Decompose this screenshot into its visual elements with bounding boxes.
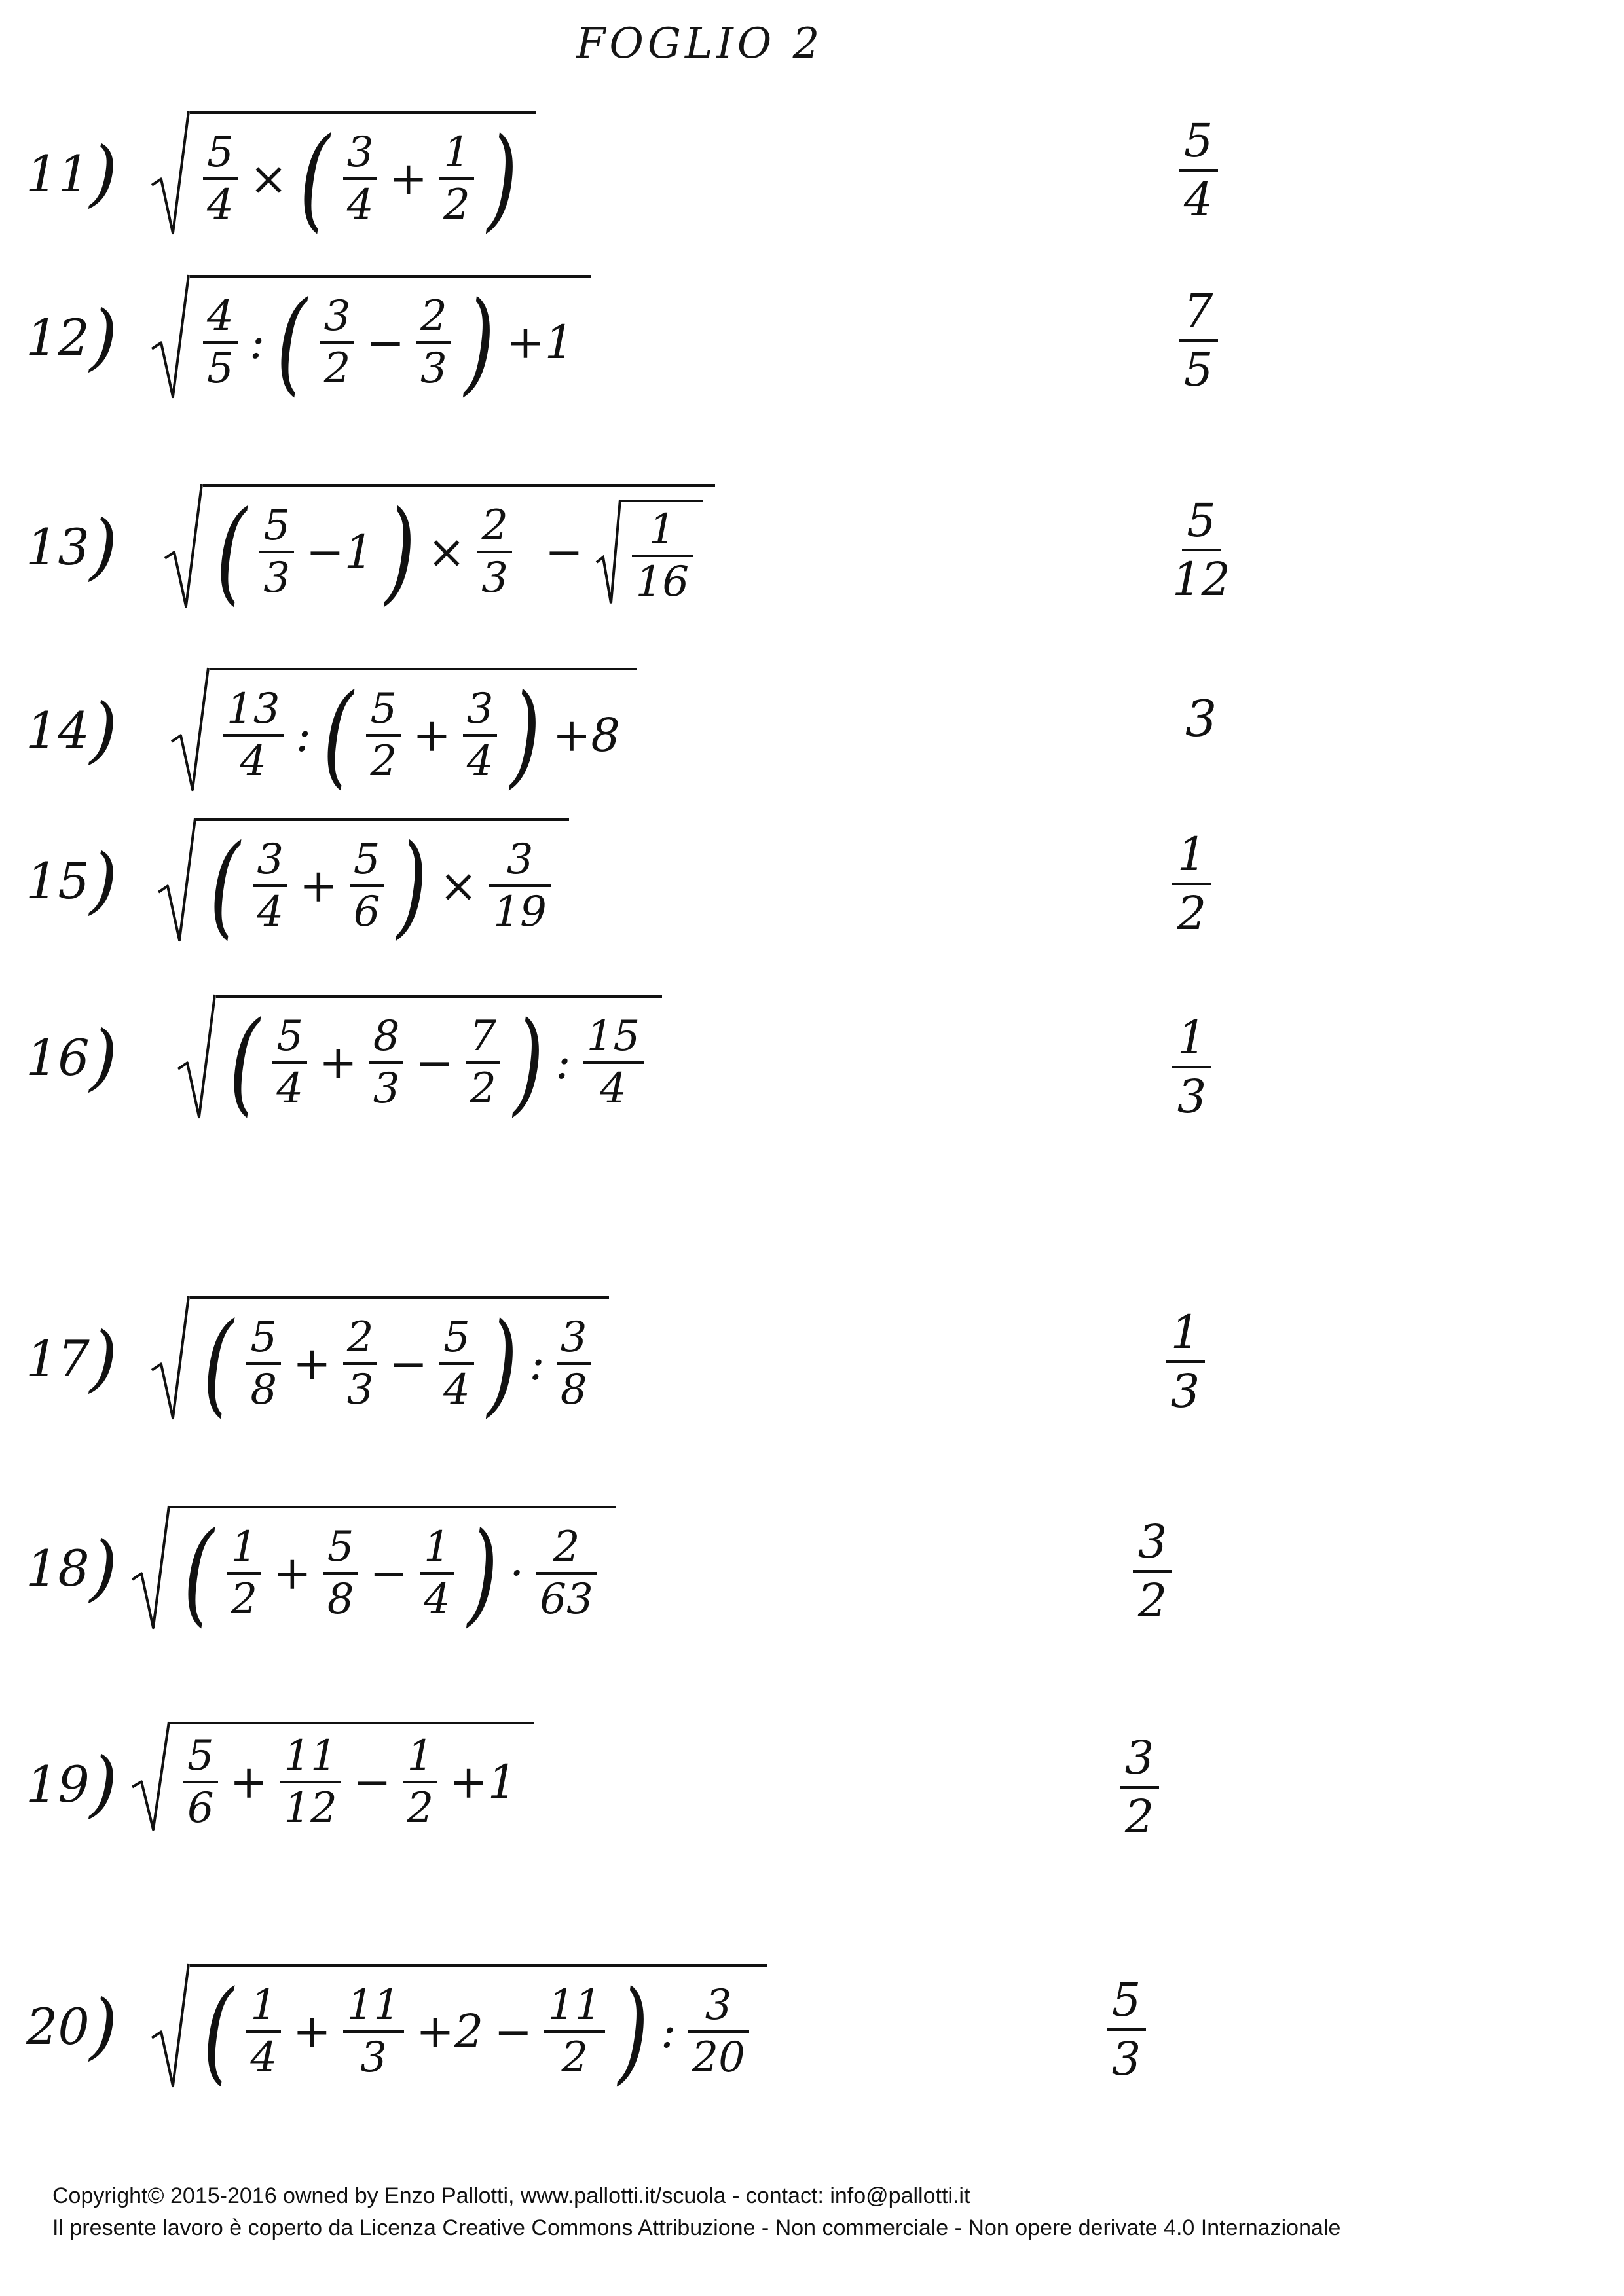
operator: + — [389, 152, 428, 206]
operator: + — [273, 1546, 312, 1600]
fraction-bar — [203, 341, 238, 344]
exercise-number-paren: ) — [89, 1316, 118, 1400]
operator: + — [413, 708, 451, 762]
fraction — [466, 1014, 500, 1111]
fraction-numerator: 3 — [257, 835, 284, 884]
exercise-number-text: 12 — [26, 308, 90, 367]
exercise-answer — [1179, 114, 1218, 227]
fraction-bar — [420, 1572, 454, 1575]
fraction-bar — [536, 1572, 597, 1575]
fraction-numerator: 11 — [346, 1981, 401, 2030]
answer-numerator: 7 — [1183, 284, 1213, 338]
fraction — [203, 130, 238, 227]
fraction-bar — [223, 734, 284, 737]
exercise-number — [26, 681, 118, 771]
operator: +8 — [552, 708, 620, 762]
exercise-expression — [151, 1964, 767, 2096]
parenthesis: ( — [276, 278, 307, 407]
fraction-numerator: 1 — [648, 505, 676, 554]
fraction-bar — [246, 2030, 281, 2033]
operator: + — [293, 2005, 331, 2058]
square-root — [177, 995, 662, 1127]
fraction-numerator: 3 — [466, 685, 494, 733]
answer-denominator: 3 — [1170, 1364, 1200, 1418]
exercise-number — [26, 1977, 118, 2068]
fraction-denominator: 2 — [231, 1575, 258, 1624]
fraction-denominator: 19 — [493, 888, 547, 936]
fraction — [439, 130, 474, 227]
fraction-denominator: 2 — [323, 344, 351, 393]
fraction-bar — [203, 177, 238, 180]
exercise-answer — [1166, 1305, 1205, 1418]
exercise-number-text: 14 — [26, 701, 90, 759]
fraction — [463, 687, 498, 784]
exercise-expression — [164, 484, 715, 617]
fraction — [439, 1315, 474, 1412]
square-root — [131, 1722, 534, 1831]
fraction-numerator: 5 — [187, 1732, 214, 1780]
square-root — [131, 1506, 616, 1638]
exercise-number-text: 15 — [26, 852, 90, 910]
fraction-denominator: 4 — [424, 1575, 451, 1624]
exercise-number-text: 18 — [26, 1539, 90, 1597]
fraction — [489, 837, 550, 934]
fraction-numerator: 2 — [553, 1523, 580, 1571]
fraction — [688, 1983, 748, 2080]
square-root — [170, 668, 637, 800]
parenthesis: ( — [215, 487, 247, 617]
fraction-denominator: 4 — [257, 888, 284, 936]
answer-denominator: 3 — [1177, 1070, 1207, 1123]
fraction-numerator: 4 — [207, 292, 234, 340]
fraction-denominator: 4 — [276, 1065, 304, 1113]
exercise-number-text: 11 — [26, 145, 90, 203]
parenthesis: ( — [322, 670, 354, 800]
fraction-bar — [366, 734, 401, 737]
operator: − — [389, 1337, 428, 1391]
answer-numerator: 3 — [1124, 1731, 1154, 1785]
fraction-numerator: 3 — [506, 835, 534, 884]
exercise-number-text: 13 — [26, 518, 90, 576]
exercise-answer — [1172, 494, 1231, 606]
operator: + — [229, 1755, 268, 1809]
inner-square-root — [595, 500, 703, 604]
operator: + — [299, 859, 338, 913]
answer-fraction-bar — [1179, 339, 1218, 342]
fraction — [557, 1315, 591, 1412]
radical-sign-icon — [151, 111, 190, 234]
radicand — [170, 1506, 616, 1638]
fraction-numerator: 5 — [276, 1012, 304, 1061]
footer — [52, 2180, 1340, 2245]
exercise-number-text: 19 — [26, 1755, 90, 1813]
exercise-answer — [1179, 284, 1218, 397]
fraction-denominator: 3 — [373, 1065, 400, 1113]
radicand — [196, 818, 569, 951]
fraction-denominator: 4 — [250, 2033, 278, 2082]
parenthesis: ( — [299, 114, 330, 244]
fraction-numerator: 8 — [373, 1012, 400, 1061]
fraction-denominator: 16 — [635, 558, 690, 606]
fraction-numerator: 2 — [481, 501, 508, 550]
fraction — [369, 1014, 404, 1111]
fraction-bar — [439, 1362, 474, 1365]
fraction-numerator: 5 — [263, 501, 291, 550]
answer-denominator: 2 — [1137, 1574, 1168, 1628]
fraction-bar — [280, 1781, 341, 1783]
exercise-answer — [1185, 689, 1217, 748]
fraction-denominator: 3 — [360, 2033, 387, 2082]
radical-sign-icon — [151, 1296, 190, 1419]
license-line: Il presente lavoro è coperto da Licenza Creative Commons Attribuzione - Non commerciale - Non opere derivate 4.0 Internazionale — [52, 2215, 1341, 2241]
operator: × — [249, 152, 288, 206]
fraction-numerator: 7 — [470, 1012, 496, 1061]
fraction — [536, 1525, 597, 1622]
exercise-expression — [151, 111, 536, 244]
radical-sign-icon — [157, 818, 196, 941]
answer-numerator: 1 — [1177, 1011, 1207, 1065]
fraction-numerator: 5 — [250, 1313, 278, 1362]
radical-sign-icon — [131, 1506, 170, 1629]
parenthesis: ) — [487, 114, 518, 244]
exercise-expression — [131, 1722, 534, 1831]
fraction-numerator: 1 — [231, 1523, 258, 1571]
fraction-denominator: 6 — [353, 888, 380, 936]
fraction — [227, 1525, 261, 1622]
inner-radicand — [621, 500, 703, 604]
fraction — [280, 1734, 341, 1831]
exercise-number-paren: ) — [89, 1741, 118, 1825]
radicand — [203, 484, 715, 617]
exercise-answer — [1107, 1973, 1146, 2086]
parenthesis: ) — [510, 670, 541, 800]
fraction-denominator: 8 — [327, 1575, 354, 1624]
fraction-numerator: 2 — [346, 1313, 374, 1362]
exercise-number — [26, 288, 118, 378]
exercise-expression — [157, 818, 569, 951]
radical-sign-icon — [164, 484, 203, 608]
radical-sign-icon — [151, 275, 190, 398]
fraction-bar — [688, 2030, 748, 2033]
exercise-answer — [1133, 1515, 1172, 1628]
fraction-denominator: 4 — [443, 1366, 470, 1414]
radical-sign-icon — [177, 995, 216, 1118]
fraction — [343, 1315, 378, 1412]
sheet-title: FOGLIO 2 — [576, 20, 824, 68]
exercise-expression — [151, 1296, 609, 1429]
answer-fraction-bar — [1133, 1570, 1172, 1573]
fraction-numerator: 5 — [207, 128, 234, 177]
radical-sign-icon — [131, 1722, 170, 1831]
fraction-numerator: 5 — [443, 1313, 470, 1362]
exercise-number-text: 20 — [26, 1997, 90, 2056]
operator: − — [352, 1755, 392, 1809]
exercise-expression — [170, 668, 637, 800]
fraction-denominator: 2 — [407, 1784, 434, 1832]
fraction-denominator: 4 — [600, 1065, 627, 1113]
exercise-number-paren: ) — [89, 687, 118, 771]
answer-fraction-bar — [1182, 549, 1221, 551]
fraction-bar — [557, 1362, 591, 1365]
fraction-bar — [320, 341, 355, 344]
operator: − — [366, 316, 405, 369]
operator: − — [494, 2005, 532, 2058]
square-root — [164, 484, 715, 617]
square-root — [151, 1964, 767, 2096]
parenthesis: ( — [229, 998, 260, 1127]
answer-numerator: 5 — [1183, 114, 1213, 168]
exercise-number-text: 16 — [26, 1029, 90, 1087]
fraction-numerator: 5 — [327, 1523, 354, 1571]
parenthesis: ( — [209, 821, 240, 951]
fraction-bar — [323, 1572, 358, 1575]
fraction-bar — [403, 1781, 437, 1783]
fraction-denominator: 4 — [466, 737, 494, 786]
radical-sign-icon — [170, 668, 210, 791]
answer-fraction-bar — [1166, 1360, 1205, 1363]
answer-denominator: 4 — [1183, 173, 1213, 227]
fraction-bar — [466, 1061, 500, 1064]
operator: × — [439, 859, 478, 913]
copyright-line: Copyright© 2015-2016 owned by Enzo Pallotti, www.pallotti.it/scuola - contact: info@pallotti.it — [52, 2183, 970, 2208]
radicand — [190, 275, 591, 407]
answer-numerator: 3 — [1137, 1515, 1168, 1569]
parenthesis: ( — [183, 1508, 214, 1638]
fraction — [477, 503, 512, 600]
exercise-expression — [131, 1506, 616, 1638]
fraction — [420, 1525, 454, 1622]
fraction-numerator: 5 — [353, 835, 380, 884]
fraction-denominator: 8 — [560, 1366, 587, 1414]
answer-fraction-bar — [1107, 2028, 1146, 2031]
exercise-number-paren: ) — [89, 1984, 118, 2068]
radicand — [190, 1964, 767, 2096]
fraction-denominator: 3 — [420, 344, 447, 393]
fraction-numerator: 11 — [548, 1981, 602, 2030]
fraction-denominator: 8 — [250, 1366, 278, 1414]
operator: + — [293, 1337, 331, 1391]
operator: + — [319, 1036, 358, 1089]
fraction-numerator: 3 — [346, 128, 374, 177]
exercise-number-text: 17 — [26, 1330, 90, 1388]
fraction — [416, 294, 451, 391]
fraction-numerator: 2 — [420, 292, 447, 340]
exercise-number — [26, 498, 118, 588]
radicand — [170, 1722, 534, 1831]
operator: : — [249, 316, 265, 369]
radical-sign-icon — [151, 1964, 190, 2087]
answer-fraction-bar — [1179, 169, 1218, 172]
parenthesis: ) — [513, 998, 544, 1127]
fraction-bar — [259, 551, 294, 553]
fraction-bar — [253, 884, 287, 887]
exercise-number — [26, 831, 118, 922]
exercise-number — [26, 1008, 118, 1099]
operator: +2 — [416, 2005, 484, 2058]
operator: +1 — [506, 316, 574, 369]
fraction-bar — [246, 1362, 281, 1365]
operator: − — [544, 525, 583, 579]
square-root — [151, 1296, 609, 1429]
fraction-denominator: 3 — [481, 554, 508, 602]
fraction-denominator: 2 — [470, 1065, 496, 1113]
fraction-bar — [463, 734, 498, 737]
parenthesis: ( — [202, 1299, 234, 1429]
fraction — [203, 294, 238, 391]
fraction-numerator: 3 — [323, 292, 351, 340]
parenthesis: ) — [618, 1967, 649, 2096]
fraction-denominator: 6 — [187, 1784, 214, 1832]
square-root — [151, 111, 536, 244]
answer-numerator: 5 — [1187, 494, 1216, 547]
fraction-numerator: 1 — [407, 1732, 434, 1780]
fraction — [632, 507, 693, 604]
operator: +1 — [449, 1755, 517, 1809]
answer-denominator: 3 — [1111, 2032, 1141, 2086]
parenthesis: ) — [464, 278, 495, 407]
radicand — [190, 1296, 609, 1429]
exercise-answer — [1172, 1011, 1211, 1123]
parenthesis: ( — [202, 1967, 234, 2096]
fraction — [253, 837, 287, 934]
answer-denominator: 12 — [1172, 553, 1231, 606]
radical-sign-icon — [595, 500, 621, 604]
radicand — [210, 668, 637, 800]
fraction — [366, 687, 401, 784]
exercise-number-paren: ) — [89, 1525, 118, 1609]
fraction-bar — [439, 177, 474, 180]
fraction — [183, 1734, 218, 1831]
operator: · — [509, 1546, 525, 1600]
fraction-bar — [632, 555, 693, 557]
parenthesis: ) — [385, 487, 416, 617]
fraction — [246, 1315, 281, 1412]
fraction-bar — [343, 177, 378, 180]
fraction-numerator: 13 — [227, 685, 280, 733]
operator: − — [415, 1036, 454, 1089]
fraction — [544, 1983, 605, 2080]
exercise-answer — [1120, 1731, 1159, 1844]
fraction-denominator: 2 — [443, 181, 470, 229]
fraction-denominator: 4 — [240, 737, 267, 786]
answer-numerator: 1 — [1177, 828, 1207, 881]
exercise-expression — [151, 275, 591, 407]
answer-fraction-bar — [1172, 1066, 1211, 1068]
parenthesis: ) — [397, 821, 428, 951]
operator: : — [295, 708, 312, 762]
fraction-bar — [583, 1061, 644, 1064]
answer-fraction-bar — [1172, 883, 1211, 885]
fraction — [343, 130, 378, 227]
exercise-number-paren: ) — [89, 504, 118, 588]
fraction-bar — [343, 1362, 378, 1365]
operator: −1 — [306, 525, 374, 579]
fraction-numerator: 5 — [370, 685, 397, 733]
fraction — [403, 1734, 437, 1831]
answer-fraction-bar — [1120, 1786, 1159, 1789]
parenthesis: ) — [487, 1299, 518, 1429]
fraction — [323, 1525, 358, 1622]
operator: : — [555, 1036, 571, 1089]
fraction-denominator: 3 — [346, 1366, 374, 1414]
operator: × — [427, 525, 466, 579]
fraction-denominator: 12 — [284, 1784, 337, 1832]
fraction-bar — [183, 1781, 218, 1783]
square-root — [151, 275, 591, 407]
fraction-denominator: 20 — [692, 2033, 745, 2082]
answer-denominator: 2 — [1177, 886, 1207, 940]
exercise-expression — [177, 995, 662, 1127]
exercise-answer — [1172, 828, 1211, 940]
exercise-number — [26, 1519, 118, 1609]
fraction-numerator: 3 — [560, 1313, 587, 1362]
fraction-bar — [272, 1061, 307, 1064]
exercise-number-paren: ) — [89, 1015, 118, 1099]
fraction-bar — [343, 2030, 404, 2033]
fraction-bar — [369, 1061, 404, 1064]
exercise-number-paren: ) — [89, 838, 118, 922]
exercise-number-paren: ) — [89, 295, 118, 378]
fraction-bar — [350, 884, 384, 887]
fraction-numerator: 3 — [705, 1981, 732, 2030]
exercise-number — [26, 1735, 118, 1825]
fraction — [259, 503, 294, 600]
fraction-bar — [227, 1572, 261, 1575]
operator: : — [660, 2005, 676, 2058]
answer-denominator: 2 — [1124, 1790, 1154, 1844]
fraction-denominator: 2 — [561, 2033, 589, 2082]
operator: : — [529, 1337, 545, 1391]
fraction-denominator: 5 — [207, 344, 234, 393]
exercise-number — [26, 124, 118, 215]
fraction-numerator: 1 — [443, 128, 470, 177]
fraction-numerator: 15 — [586, 1012, 640, 1061]
fraction-bar — [416, 341, 451, 344]
radicand — [216, 995, 662, 1127]
square-root — [157, 818, 569, 951]
exercise-number — [26, 1309, 118, 1400]
fraction-bar — [477, 551, 512, 553]
answer-numerator: 5 — [1111, 1973, 1141, 2027]
fraction — [223, 687, 284, 784]
answer-denominator: 5 — [1183, 343, 1213, 397]
fraction-numerator: 1 — [424, 1523, 451, 1571]
parenthesis: ) — [467, 1508, 498, 1638]
fraction-bar — [544, 2030, 605, 2033]
fraction-denominator: 2 — [370, 737, 397, 786]
fraction — [246, 1983, 281, 2080]
fraction — [350, 837, 384, 934]
answer-numerator: 1 — [1170, 1305, 1200, 1359]
fraction-denominator: 63 — [540, 1575, 593, 1624]
fraction-denominator: 4 — [346, 181, 374, 229]
radicand — [190, 111, 536, 244]
fraction-numerator: 11 — [284, 1732, 337, 1780]
fraction-numerator: 1 — [250, 1981, 278, 2030]
fraction-denominator: 4 — [207, 181, 234, 229]
answer-value: 3 — [1185, 689, 1217, 748]
fraction — [272, 1014, 307, 1111]
exercise-number-paren: ) — [89, 131, 118, 215]
fraction-bar — [489, 884, 550, 887]
fraction-denominator: 3 — [263, 554, 291, 602]
fraction — [343, 1983, 404, 2080]
fraction — [583, 1014, 644, 1111]
operator: − — [369, 1546, 409, 1600]
fraction — [320, 294, 355, 391]
